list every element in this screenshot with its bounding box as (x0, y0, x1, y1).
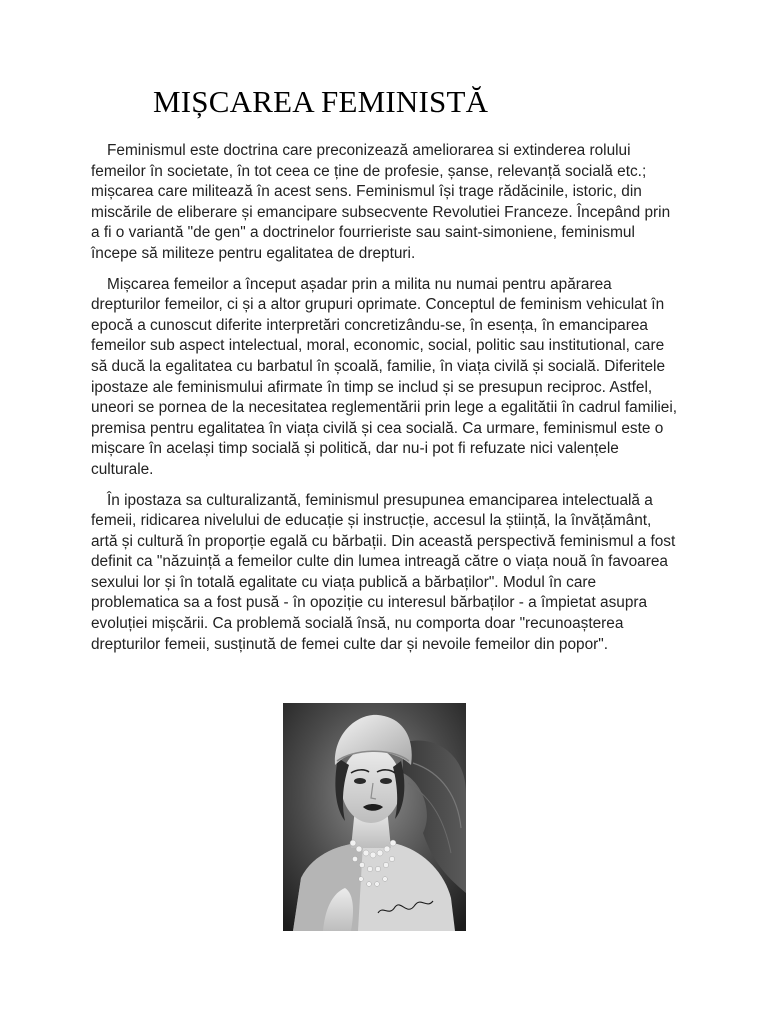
paragraph-1: Feminismul este doctrina care preconizează ameliorarea si extinderea rolului femeilor în societate, în tot ceea ce ține de profesie, șanse, relevanță socială etc.; mișcarea care militează în acest sens. Feminismul își trage rădăcinile, istoric, din miscările de eliberare și emancipare subsecvente Revolutiei Franceze. Începând prin a fi o variantă "de gen" a doctrinelor fourrieriste sau saint-simoniene, feminismul începe să militeze pentru egalitatea de drepturi. (91, 142, 671, 262)
page-title: MIȘCAREA FEMINISTĂ (153, 84, 489, 119)
paragraph-2: Mișcarea femeilor a început așadar prin a milita nu numai pentru apărarea drepturilor femeilor, ci și a altor grupuri oprimate. Conceptul de feminism vehiculat în epocă a cunoscut diferite interpretări concretizându-se, în esența, în emanciparea femeilor sub aspect intelectual, moral, economic, social, politic sau institutional, care să ducă la egalitatea cu barbatul în școală, familie, în viața civilă și socială. Diferitele ipostaze ale feminismului afirmate în timp se includ și se presupun reciproc. Astfel, uneori se pornea de la necesitatea reglementării prin lege a egalitătii în cadrul familiei, premisa pentru egalitatea în viața civilă și cea socială. Ca urmare, feminismul este o mișcare în același timp socială și politică, dar nu-i pot fi refuzate nici valențele culturale. (91, 275, 678, 478)
paragraph-3: În ipostaza sa culturalizantă, feminismul presupunea emanciparea intelectuală a femeii, ridicarea nivelului de educație și instrucție, accesul la știință, la învățământ, artă și cultură în proporție egală cu bărbații. Din această perspectivă feminismul a fost definit ca "năzuință a femeilor culte din lumea intreagă către o viața nouă în favoarea sexului lor și în totală egalitate cu viața publică a bărbaților". Modul în care problematica sa a fost pusă - în opoziție cu interesul bărbaților - a împietat asupra evoluției mișcării. Ca problemă socială însă, nu comporta doar "recunoașterea drepturilor femeii, susținută de femei culte dar și nevoile femeilor din popor". (91, 491, 676, 653)
portrait-photo (283, 703, 466, 931)
portrait-photo-icon (283, 703, 466, 931)
document-body (91, 141, 681, 665)
